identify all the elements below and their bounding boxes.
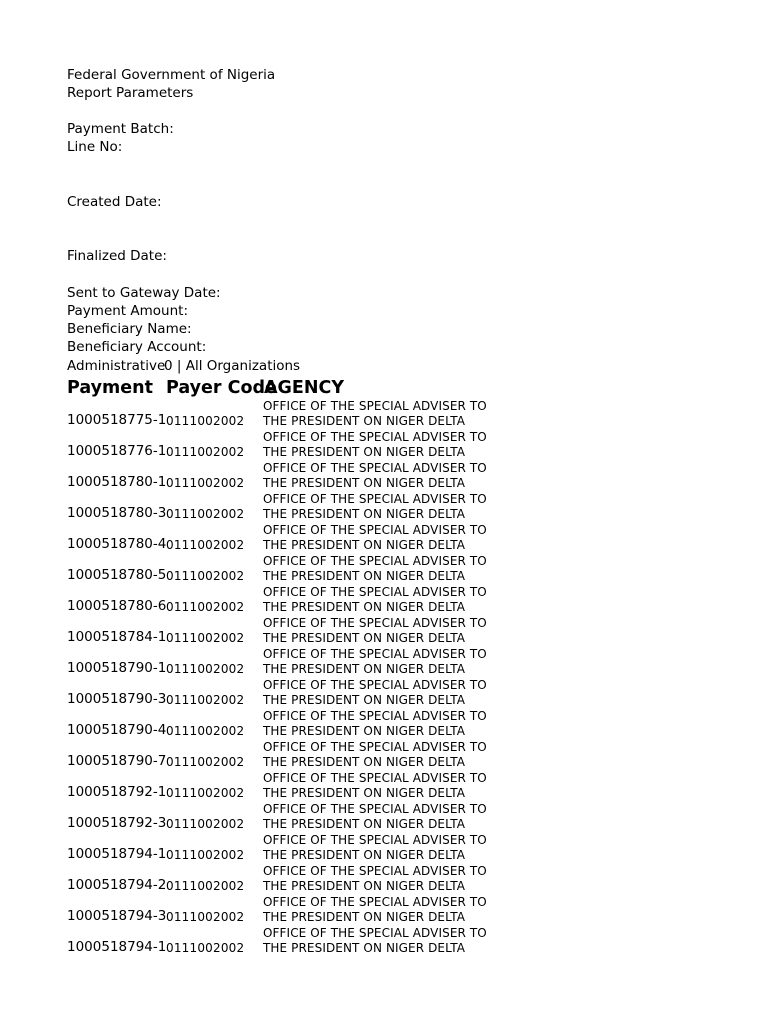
agency-cell bbox=[263, 895, 513, 925]
payment-cell: 1000518794-3 bbox=[67, 908, 167, 924]
table-row bbox=[0, 771, 770, 802]
agency-line-2: THE PRESIDENT ON NIGER DELTA bbox=[263, 755, 466, 769]
payer-code-cell: 0111002002 bbox=[166, 755, 245, 769]
table-row bbox=[0, 678, 770, 709]
table-row bbox=[0, 802, 770, 833]
agency-line-2: THE PRESIDENT ON NIGER DELTA bbox=[263, 569, 466, 583]
payment-cell: 1000518792-3 bbox=[67, 815, 167, 831]
payer-code-cell: 0111002002 bbox=[166, 414, 245, 428]
agency-line-2: THE PRESIDENT ON NIGER DELTA bbox=[263, 538, 466, 552]
finalized-date-label: Finalized Date: bbox=[67, 248, 167, 264]
column-header-agency: AGENCY bbox=[264, 378, 345, 398]
payment-cell: 1000518780-4 bbox=[67, 536, 167, 552]
payment-cell: 1000518780-3 bbox=[67, 505, 167, 521]
agency-line-1: OFFICE OF THE SPECIAL ADVISER TO bbox=[263, 585, 487, 599]
agency-line-2: THE PRESIDENT ON NIGER DELTA bbox=[263, 414, 466, 428]
agency-cell bbox=[263, 492, 513, 522]
agency-cell bbox=[263, 461, 513, 491]
table-row bbox=[0, 616, 770, 647]
administrative-label: Administrative bbox=[67, 358, 166, 374]
payment-cell: 1000518790-3 bbox=[67, 691, 167, 707]
agency-line-1: OFFICE OF THE SPECIAL ADVISER TO bbox=[263, 771, 487, 785]
payer-code-cell: 0111002002 bbox=[166, 910, 245, 924]
agency-line-2: THE PRESIDENT ON NIGER DELTA bbox=[263, 662, 466, 676]
payment-cell: 1000518792-1 bbox=[67, 784, 167, 800]
agency-line-1: OFFICE OF THE SPECIAL ADVISER TO bbox=[263, 740, 487, 754]
table-row bbox=[0, 585, 770, 616]
payment-cell: 1000518780-6 bbox=[67, 598, 167, 614]
payment-cell: 1000518794-2 bbox=[67, 877, 167, 893]
payer-code-cell: 0111002002 bbox=[166, 693, 245, 707]
sent-to-gateway-label: Sent to Gateway Date: bbox=[67, 285, 221, 301]
agency-cell bbox=[263, 864, 513, 894]
line-no-label: Line No: bbox=[67, 139, 123, 155]
table-row bbox=[0, 399, 770, 430]
agency-line-1: OFFICE OF THE SPECIAL ADVISER TO bbox=[263, 864, 487, 878]
payment-cell: 1000518784-1 bbox=[67, 629, 167, 645]
agency-cell bbox=[263, 833, 513, 863]
agency-line-1: OFFICE OF THE SPECIAL ADVISER TO bbox=[263, 802, 487, 816]
agency-line-1: OFFICE OF THE SPECIAL ADVISER TO bbox=[263, 461, 487, 475]
table-row bbox=[0, 492, 770, 523]
agency-line-1: OFFICE OF THE SPECIAL ADVISER TO bbox=[263, 709, 487, 723]
agency-line-1: OFFICE OF THE SPECIAL ADVISER TO bbox=[263, 399, 487, 413]
payer-code-cell: 0111002002 bbox=[166, 507, 245, 521]
agency-cell bbox=[263, 740, 513, 770]
agency-line-2: THE PRESIDENT ON NIGER DELTA bbox=[263, 848, 466, 862]
payer-code-cell: 0111002002 bbox=[166, 538, 245, 552]
beneficiary-account-label: Beneficiary Account: bbox=[67, 339, 207, 355]
payer-code-cell: 0111002002 bbox=[166, 941, 245, 955]
created-date-label: Created Date: bbox=[67, 194, 162, 210]
agency-cell bbox=[263, 616, 513, 646]
agency-line-2: THE PRESIDENT ON NIGER DELTA bbox=[263, 724, 466, 738]
table-row bbox=[0, 740, 770, 771]
agency-line-2: THE PRESIDENT ON NIGER DELTA bbox=[263, 476, 466, 490]
payment-cell: 1000518790-7 bbox=[67, 753, 167, 769]
agency-line-1: OFFICE OF THE SPECIAL ADVISER TO bbox=[263, 833, 487, 847]
agency-cell bbox=[263, 430, 513, 460]
agency-line-2: THE PRESIDENT ON NIGER DELTA bbox=[263, 786, 466, 800]
agency-line-1: OFFICE OF THE SPECIAL ADVISER TO bbox=[263, 523, 487, 537]
agency-line-1: OFFICE OF THE SPECIAL ADVISER TO bbox=[263, 616, 487, 630]
agency-cell bbox=[263, 585, 513, 615]
payer-code-cell: 0111002002 bbox=[166, 445, 245, 459]
report-params-title: Report Parameters bbox=[67, 85, 194, 101]
agency-line-1: OFFICE OF THE SPECIAL ADVISER TO bbox=[263, 926, 487, 940]
payment-cell: 1000518794-1 bbox=[67, 939, 167, 955]
agency-cell bbox=[263, 709, 513, 739]
table-row bbox=[0, 709, 770, 740]
agency-cell bbox=[263, 647, 513, 677]
agency-line-1: OFFICE OF THE SPECIAL ADVISER TO bbox=[263, 492, 487, 506]
payment-cell: 1000518775-1 bbox=[67, 412, 167, 428]
agency-cell bbox=[263, 554, 513, 584]
agency-line-2: THE PRESIDENT ON NIGER DELTA bbox=[263, 600, 466, 614]
table-row bbox=[0, 864, 770, 895]
payer-code-cell: 0111002002 bbox=[166, 600, 245, 614]
payment-cell: 1000518790-4 bbox=[67, 722, 167, 738]
table-row bbox=[0, 647, 770, 678]
table-row bbox=[0, 926, 770, 957]
payment-batch-label: Payment Batch: bbox=[67, 121, 174, 137]
column-header-payer-code: Payer Code bbox=[166, 378, 277, 398]
column-header-payment: Payment bbox=[67, 378, 153, 398]
payer-code-cell: 0111002002 bbox=[166, 786, 245, 800]
agency-cell bbox=[263, 678, 513, 708]
payer-code-cell: 0111002002 bbox=[166, 817, 245, 831]
payer-code-cell: 0111002002 bbox=[166, 848, 245, 862]
table-row bbox=[0, 461, 770, 492]
agency-line-1: OFFICE OF THE SPECIAL ADVISER TO bbox=[263, 678, 487, 692]
payer-code-cell: 0111002002 bbox=[166, 662, 245, 676]
agency-line-2: THE PRESIDENT ON NIGER DELTA bbox=[263, 941, 466, 955]
payment-cell: 1000518780-1 bbox=[67, 474, 167, 490]
report-org-title: Federal Government of Nigeria bbox=[67, 67, 276, 83]
agency-line-1: OFFICE OF THE SPECIAL ADVISER TO bbox=[263, 895, 487, 909]
payment-cell: 1000518776-1 bbox=[67, 443, 167, 459]
agency-line-2: THE PRESIDENT ON NIGER DELTA bbox=[263, 507, 466, 521]
payer-code-cell: 0111002002 bbox=[166, 879, 245, 893]
agency-cell bbox=[263, 399, 513, 429]
payment-amount-label: Payment Amount: bbox=[67, 303, 188, 319]
table-row bbox=[0, 895, 770, 926]
table-row bbox=[0, 523, 770, 554]
administrative-value: 0 | All Organizations bbox=[164, 358, 301, 374]
payer-code-cell: 0111002002 bbox=[166, 476, 245, 490]
agency-line-2: THE PRESIDENT ON NIGER DELTA bbox=[263, 445, 466, 459]
payment-cell: 1000518780-5 bbox=[67, 567, 167, 583]
agency-line-1: OFFICE OF THE SPECIAL ADVISER TO bbox=[263, 430, 487, 444]
agency-line-2: THE PRESIDENT ON NIGER DELTA bbox=[263, 879, 466, 893]
agency-line-1: OFFICE OF THE SPECIAL ADVISER TO bbox=[263, 554, 487, 568]
agency-line-2: THE PRESIDENT ON NIGER DELTA bbox=[263, 910, 466, 924]
table-row bbox=[0, 554, 770, 585]
agency-cell bbox=[263, 523, 513, 553]
payment-cell: 1000518794-1 bbox=[67, 846, 167, 862]
agency-cell bbox=[263, 771, 513, 801]
agency-line-2: THE PRESIDENT ON NIGER DELTA bbox=[263, 693, 466, 707]
payment-table-body bbox=[0, 399, 770, 957]
payer-code-cell: 0111002002 bbox=[166, 724, 245, 738]
agency-cell bbox=[263, 926, 513, 956]
agency-line-2: THE PRESIDENT ON NIGER DELTA bbox=[263, 631, 466, 645]
payment-cell: 1000518790-1 bbox=[67, 660, 167, 676]
payer-code-cell: 0111002002 bbox=[166, 631, 245, 645]
agency-line-1: OFFICE OF THE SPECIAL ADVISER TO bbox=[263, 647, 487, 661]
agency-cell bbox=[263, 802, 513, 832]
beneficiary-name-label: Beneficiary Name: bbox=[67, 321, 192, 337]
agency-line-2: THE PRESIDENT ON NIGER DELTA bbox=[263, 817, 466, 831]
payer-code-cell: 0111002002 bbox=[166, 569, 245, 583]
table-row bbox=[0, 833, 770, 864]
table-row bbox=[0, 430, 770, 461]
